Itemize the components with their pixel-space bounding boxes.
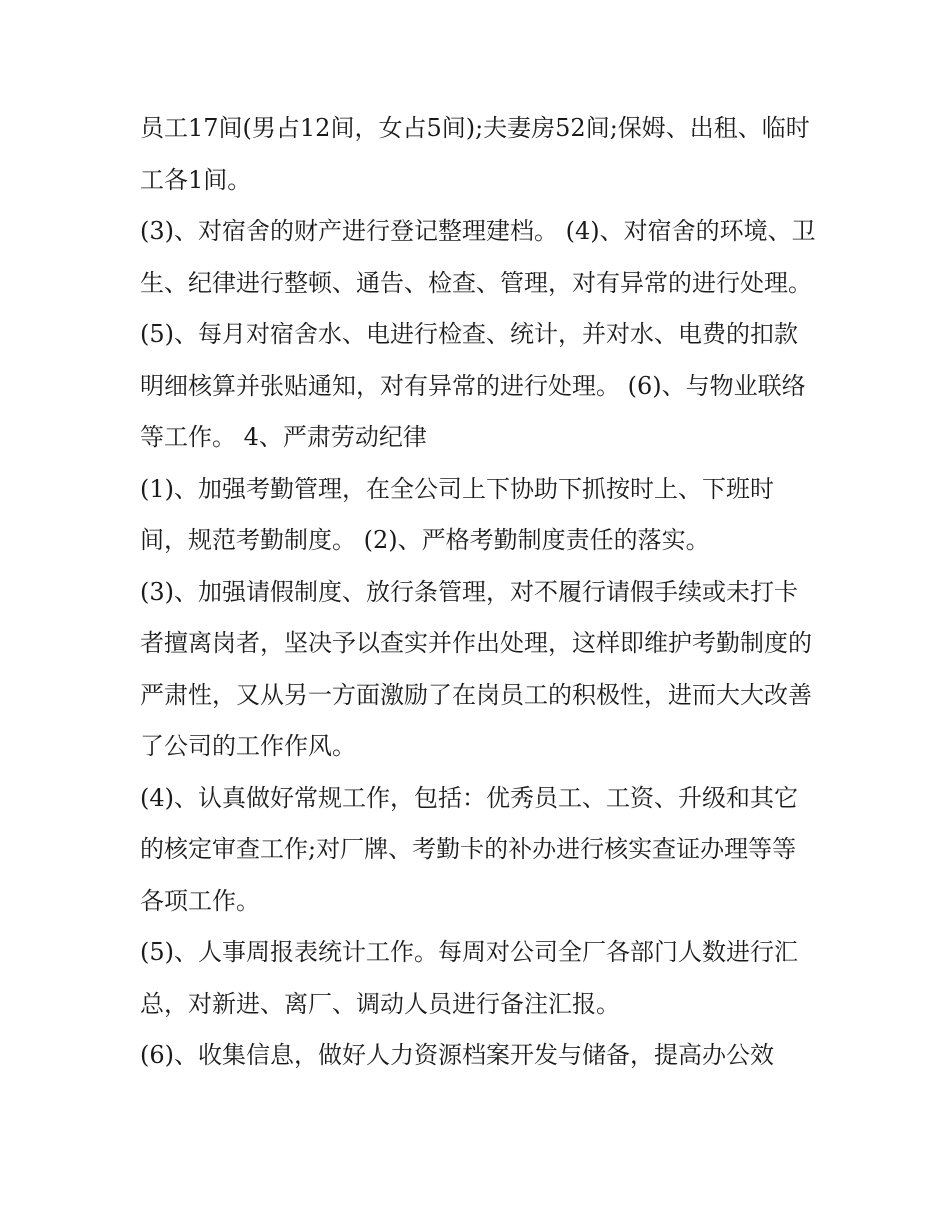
paragraph: (4)、认真做好常规工作，包括：优秀员工、工资、升级和其它的核定审查工作;对厂牌、考勤卡的补办进行核实查证办理等等各项工作。 [140,783,798,915]
paragraph: (5)、人事周报表统计工作。每周对公司全厂各部门人数进行汇总，对新进、离厂、调动人员进行备注汇报。 [140,938,798,1018]
paragraph: 员工17间(男占12间，女占5间);夫妻房52间;保姆、出租、临时工各1间。 [140,114,810,194]
paragraph: (5)、每月对宿舍水、电进行检查、统计，并对水、电费的扣款明细核算并张贴通知，对有异常的进行处理。 (6)、与物业联络等工作。 4、严肃劳动纪律 [140,320,806,451]
paragraph: (6)、收集信息，做好人力资源档案开发与储备，提高办公效 [140,1041,774,1069]
paragraph: (3)、对宿舍的财产进行登记整理建档。 (4)、对宿舍的环境、卫生、纪律进行整顿、通告、检查、管理，对有异常的进行处理。 [140,217,816,297]
document-body [140,103,820,1082]
paragraph: (1)、加强考勤管理，在全公司上下协助下抓按时上、下班时间，规范考勤制度。 (2)、严格考勤制度责任的落实。 [140,474,774,554]
paragraph: (3)、加强请假制度、放行条管理，对不履行请假手续或未打卡者擅离岗者，坚决予以查实并作出处理，这样即维护考勤制度的严肃性，又从另一方面激励了在岗员工的积极性，进而大大改善了公司的工作作风。 [140,577,812,760]
